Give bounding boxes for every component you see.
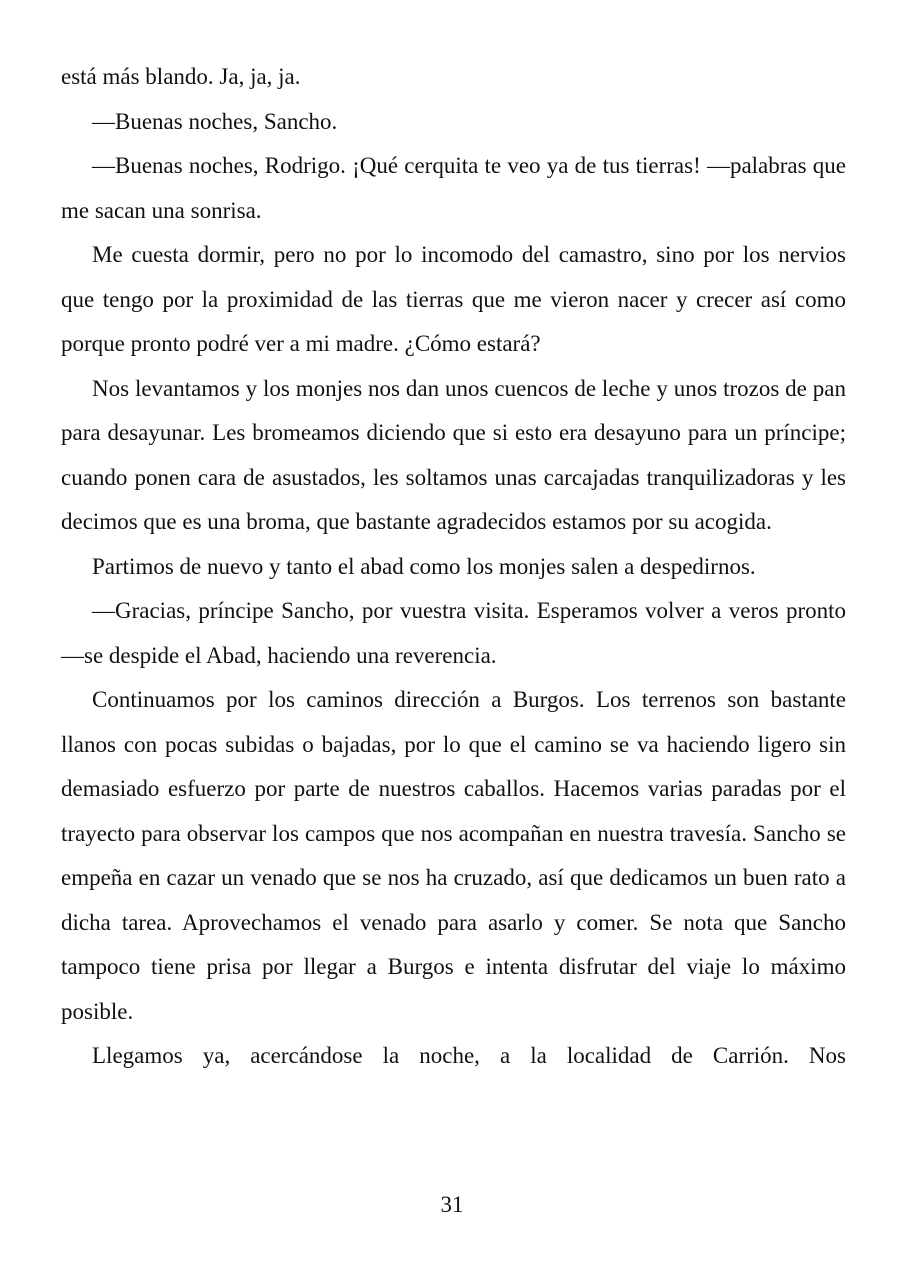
paragraph-continued: Llegamos ya, acercándose la noche, a la localidad de Carrión. Nos xyxy=(92,1043,846,1068)
paragraph: Nos levantamos y los monjes nos dan unos cuencos de leche y unos trozos de pan para desayunar. Les bromeamos diciendo que si esto era desayuno para un príncipe; cuando ponen cara de asustados, les soltamos unas carcajadas tranquilizadoras y les decimos que es una broma, que bastante agradecidos estamos por su acogida. xyxy=(61,375,846,534)
paragraph: —Buenas noches, Sancho. xyxy=(92,108,338,134)
paragraph: está más blando. Ja, ja, ja. xyxy=(61,64,301,89)
page-number: 31 xyxy=(440,1192,464,1217)
page-body xyxy=(61,55,846,1079)
paragraph: Continuamos por los caminos dirección a Burgos. Los terrenos son bastante llanos con pocas subidas o bajadas, por lo que el camino se va haciendo ligero sin demasiado esfuerzo por parte de nuestros caballos. Hacemos varias paradas por el trayecto para observar los campos que nos acompañan en nuestra travesía. Sancho se empeña en cazar un venado que se nos ha cruzado, así que dedicamos un buen rato a dicha tarea. Aprovechamos el venado para asarlo y comer. Se nota que Sancho tampoco tiene prisa por llegar a Burgos e intenta disfrutar del viaje lo máximo posible. xyxy=(61,687,846,1024)
paragraph: Partimos de nuevo y tanto el abad como los monjes salen a despedirnos. xyxy=(92,553,756,579)
paragraph: Me cuesta dormir, pero no por lo incomodo del camastro, sino por los nervios que tengo por la proximidad de las tierras que me vieron nacer y crecer así como porque pronto podré ver a mi madre. ¿Cómo estará? xyxy=(61,242,846,356)
paragraph: —Buenas noches, Rodrigo. ¡Qué cerquita te veo ya de tus tierras! —palabras que me sacan una sonrisa. xyxy=(61,153,846,223)
paragraph: —Gracias, príncipe Sancho, por vuestra visita. Esperamos volver a veros pronto —se despide el Abad, haciendo una reverencia. xyxy=(61,598,846,668)
